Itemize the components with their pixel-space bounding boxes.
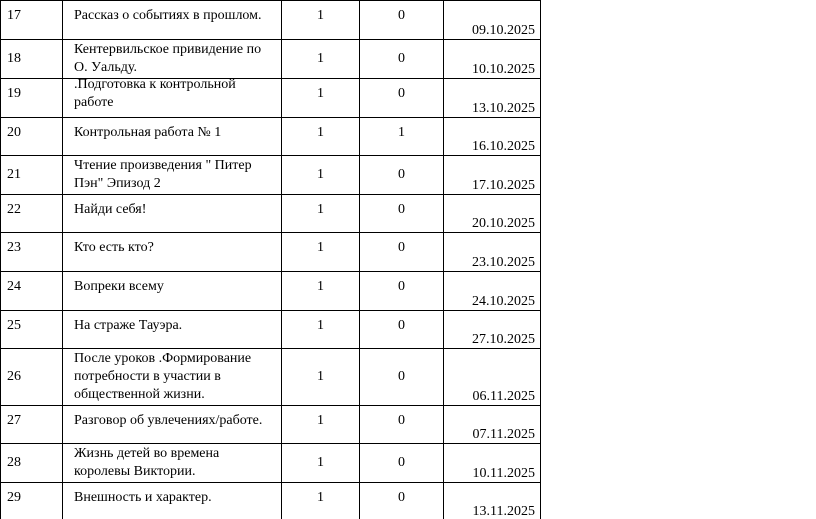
lesson-topic-cell <box>63 406 282 444</box>
lesson-topic-cell <box>63 349 282 406</box>
lesson-control: 0 <box>398 412 405 428</box>
lesson-hours: 1 <box>317 240 324 255</box>
lesson-hours-cell <box>282 483 360 519</box>
lesson-topic-cell <box>63 272 282 311</box>
lesson-table-body <box>1 1 541 519</box>
lesson-hours-cell <box>282 233 360 272</box>
lesson-date-cell <box>444 156 541 195</box>
lesson-topic: Вопреки всему <box>74 279 164 294</box>
lesson-date: 06.11.2025 <box>472 389 535 404</box>
lesson-date: 13.10.2025 <box>472 101 535 116</box>
lesson-date: 07.11.2025 <box>472 427 535 442</box>
lesson-control-cell <box>360 195 444 233</box>
lesson-topic-cell <box>63 40 282 79</box>
lesson-control: 1 <box>398 124 405 140</box>
lesson-hours-cell <box>282 40 360 79</box>
lesson-control-cell <box>360 311 444 349</box>
lesson-number: 24 <box>7 279 21 294</box>
lesson-date: 13.11.2025 <box>472 504 535 519</box>
lesson-topic: Рассказ о событиях в прошлом. <box>74 8 262 23</box>
lesson-number-cell <box>1 79 63 118</box>
lesson-number: 29 <box>7 489 21 505</box>
lesson-topic: Кто есть кто? <box>74 240 154 255</box>
table-row <box>1 311 541 349</box>
lesson-date-cell <box>444 233 541 272</box>
lesson-control-cell <box>360 233 444 272</box>
lesson-control: 0 <box>398 51 405 66</box>
lesson-date-cell <box>444 444 541 483</box>
lesson-control-cell <box>360 272 444 311</box>
lesson-date: 27.10.2025 <box>472 332 535 347</box>
lesson-date-cell <box>444 1 541 40</box>
lesson-hours: 1 <box>317 455 324 470</box>
lesson-hours: 1 <box>317 86 324 101</box>
lesson-number: 23 <box>7 240 21 255</box>
lesson-topic-cell <box>63 444 282 483</box>
lesson-date: 10.11.2025 <box>472 466 535 481</box>
lesson-hours: 1 <box>317 279 324 294</box>
lesson-topic-cell <box>63 118 282 156</box>
lesson-date: 20.10.2025 <box>472 216 535 231</box>
lesson-number: 18 <box>7 51 21 66</box>
lesson-topic: Найди себя! <box>74 201 147 217</box>
lesson-control-cell <box>360 483 444 519</box>
table-row <box>1 444 541 483</box>
lesson-hours: 1 <box>317 51 324 66</box>
lesson-hours: 1 <box>317 489 324 505</box>
lesson-number-cell <box>1 195 63 233</box>
lesson-topic: Чтение произведения " Питер Пэн" Эпизод 2 <box>74 158 252 191</box>
lesson-number: 21 <box>7 167 21 182</box>
lesson-date-cell <box>444 311 541 349</box>
lesson-hours-cell <box>282 349 360 406</box>
lesson-topic: Внешность и характер. <box>74 489 212 505</box>
lesson-date-cell <box>444 272 541 311</box>
lesson-number-cell <box>1 444 63 483</box>
lesson-control-cell <box>360 40 444 79</box>
lesson-topic: .Подготовка к контрольной работе <box>74 77 236 110</box>
lesson-number-cell <box>1 272 63 311</box>
lesson-topic-cell <box>63 311 282 349</box>
lesson-topic-cell <box>63 79 282 118</box>
lesson-control: 0 <box>398 279 405 294</box>
lesson-number-cell <box>1 233 63 272</box>
lesson-topic: На страже Тауэра. <box>74 317 183 333</box>
lesson-date-cell <box>444 40 541 79</box>
lesson-hours: 1 <box>317 317 324 333</box>
lesson-number: 27 <box>7 412 21 428</box>
lesson-number: 28 <box>7 455 21 470</box>
lesson-number: 26 <box>7 369 21 384</box>
lesson-hours: 1 <box>317 124 324 140</box>
lesson-hours: 1 <box>317 8 324 23</box>
lesson-control: 0 <box>398 8 405 23</box>
table-row <box>1 349 541 406</box>
lesson-date-cell <box>444 349 541 406</box>
lesson-topic-cell <box>63 1 282 40</box>
lesson-control: 0 <box>398 317 405 333</box>
lesson-control-cell <box>360 79 444 118</box>
lesson-number-cell <box>1 406 63 444</box>
lesson-topic-cell <box>63 156 282 195</box>
lesson-hours-cell <box>282 79 360 118</box>
table-row <box>1 272 541 311</box>
lesson-control: 0 <box>398 455 405 470</box>
lesson-number-cell <box>1 40 63 79</box>
lesson-date-cell <box>444 406 541 444</box>
lesson-number: 22 <box>7 201 21 217</box>
lesson-hours: 1 <box>317 412 324 428</box>
lesson-control: 0 <box>398 489 405 505</box>
lesson-control: 0 <box>398 86 405 101</box>
table-row <box>1 40 541 79</box>
table-row <box>1 483 541 519</box>
lesson-control-cell <box>360 156 444 195</box>
lesson-number-cell <box>1 118 63 156</box>
table-row <box>1 406 541 444</box>
lesson-topic: После уроков .Формирование потребности в участии в общественной жизни. <box>74 351 252 402</box>
lesson-number-cell <box>1 1 63 40</box>
lesson-hours: 1 <box>317 167 324 182</box>
lesson-control: 0 <box>398 201 405 217</box>
lesson-control: 0 <box>398 369 405 384</box>
lesson-hours-cell <box>282 444 360 483</box>
lesson-date: 23.10.2025 <box>472 255 535 270</box>
lesson-topic: Жизнь детей во времена королевы Виктории. <box>74 446 220 479</box>
lesson-hours-cell <box>282 1 360 40</box>
lesson-control-cell <box>360 406 444 444</box>
lesson-control-cell <box>360 118 444 156</box>
lesson-number-cell <box>1 349 63 406</box>
lesson-topic-cell <box>63 483 282 519</box>
lesson-number: 19 <box>7 86 21 101</box>
lesson-number: 20 <box>7 124 21 140</box>
lesson-hours: 1 <box>317 369 324 384</box>
lesson-hours-cell <box>282 311 360 349</box>
lesson-date: 24.10.2025 <box>472 294 535 309</box>
lesson-date-cell <box>444 118 541 156</box>
lesson-hours-cell <box>282 406 360 444</box>
lesson-control-cell <box>360 444 444 483</box>
lesson-control-cell <box>360 1 444 40</box>
lesson-topic: Контрольная работа № 1 <box>74 124 222 140</box>
lesson-control-cell <box>360 349 444 406</box>
table-row <box>1 79 541 118</box>
lesson-number-cell <box>1 311 63 349</box>
lesson-date: 09.10.2025 <box>472 23 535 38</box>
table-row <box>1 233 541 272</box>
lesson-number-cell <box>1 483 63 519</box>
table-row <box>1 118 541 156</box>
lesson-control: 0 <box>398 167 405 182</box>
lesson-date-cell <box>444 79 541 118</box>
lesson-hours: 1 <box>317 201 324 217</box>
table-row <box>1 1 541 40</box>
lesson-number-cell <box>1 156 63 195</box>
lesson-hours-cell <box>282 118 360 156</box>
lesson-hours-cell <box>282 272 360 311</box>
lesson-topic-cell <box>63 195 282 233</box>
lesson-date: 16.10.2025 <box>472 139 535 154</box>
lesson-topic: Разговор об увлечениях/работе. <box>74 412 263 428</box>
lesson-hours-cell <box>282 195 360 233</box>
lesson-date-cell <box>444 195 541 233</box>
lesson-date: 10.10.2025 <box>472 62 535 77</box>
lesson-date-cell <box>444 483 541 519</box>
lesson-topic-cell <box>63 233 282 272</box>
lesson-hours-cell <box>282 156 360 195</box>
lesson-number: 17 <box>7 8 21 23</box>
table-row <box>1 156 541 195</box>
lesson-control: 0 <box>398 240 405 255</box>
lesson-topic: Кентервильское привидение по О. Уальду. <box>74 42 262 75</box>
lesson-number: 25 <box>7 317 21 333</box>
lesson-date: 17.10.2025 <box>472 178 535 193</box>
table-row <box>1 195 541 233</box>
